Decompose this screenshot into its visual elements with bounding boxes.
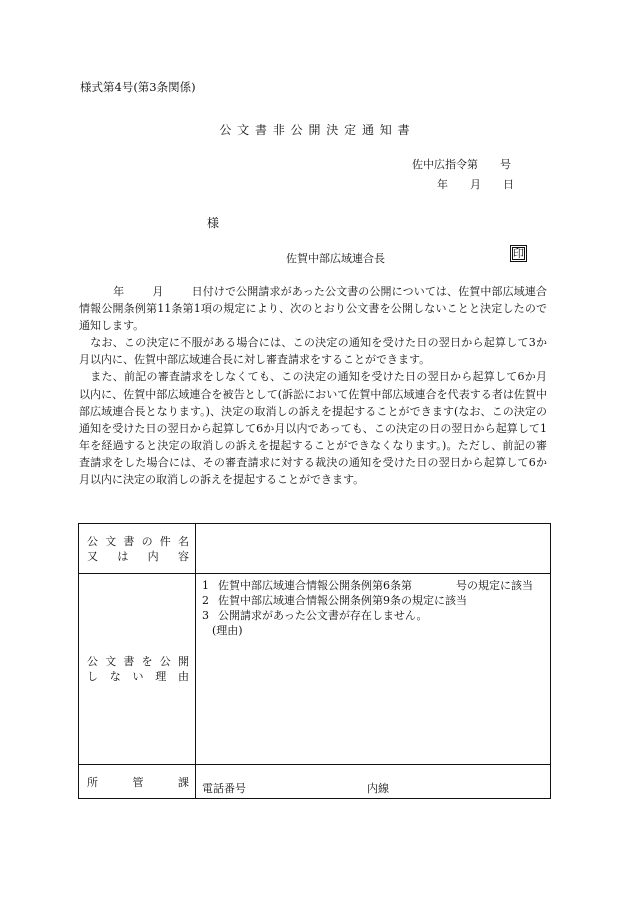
department-label-cell [79, 765, 196, 799]
subject-label-cell [79, 524, 196, 574]
seal-mark: 印 [510, 245, 527, 262]
subject-label-line1: 公 文 書 の 件 名 [87, 534, 189, 548]
appeal-text: なお、この決定に不服がある場合には、この決定の通知を受けた日の翌日から起算して3か月以内に、佐賀中部広域連合長に対し審査請求をすることができます。 [79, 336, 548, 367]
phone-number-label: 電話番号 [202, 782, 246, 795]
reason-item-3: 3 公開請求があった公文書が存在しません。 [202, 609, 428, 622]
appeal-paragraph [79, 334, 547, 368]
decision-paragraph [79, 283, 547, 334]
decision-text: 日付けで公開請求があった公文書の公開については、佐賀中部広域連合情報公開条例第11条第1項の規定により、次のとおり公文書を公開しないことと決定したので通知します。 [79, 285, 548, 333]
reason-note: (理由) [212, 624, 243, 637]
lawsuit-text: また、前記の審査請求をしなくても、この決定の通知を受けた日の翌日から起算して6か月以内に、佐賀中部広域連合を被告として(訴訟において佐賀中部広域連合を代表する者は佐賀中部広域連合長となります。)、決定の取消しの訴えを提起することができます(なお、この決定の通知を受けた日の翌日から起算して6か月以内であっても、この決定の日の翌日から起算して1年を経過すると決定の取消しの訴えを提起することができなくなります。)。ただし、前記の審査請求をした場合には、その審査請求に対する裁決の通知を受けた日の翌日から起算して6か月以内に決定の取消しの訴えを提起することができます。 [79, 370, 548, 487]
reference-number: 佐中広指令第 号 [412, 158, 511, 171]
issue-date: 年 月 日 [437, 178, 514, 191]
blank-month: 月 [152, 285, 164, 298]
extension-label: 内線 [367, 782, 389, 795]
subject-value-cell [196, 524, 551, 574]
reason-value-cell [196, 574, 551, 765]
subject-row [79, 524, 551, 574]
document-title: 公 文 書 非 公 開 決 定 通 知 書 [219, 123, 411, 137]
reason-label-cell [79, 574, 196, 765]
blank-year: 年 [113, 285, 125, 298]
decision-details-table [78, 523, 551, 799]
issuer-name: 佐賀中部広域連合長 [286, 252, 385, 265]
lawsuit-paragraph [79, 368, 547, 488]
addressee-honorific: 様 [207, 216, 220, 230]
reason-label-line2: し な い 理 由 [87, 670, 189, 683]
department-row [79, 765, 551, 799]
reason-label-line1: 公 文 書 を 公 開 [87, 655, 189, 668]
reason-row [79, 574, 551, 765]
department-label: 所 管 課 [87, 776, 189, 789]
reason-item-1: 1 佐賀中部広域連合情報公開条例第6条第 号の規定に該当 [202, 579, 533, 592]
notice-body [79, 283, 547, 488]
reason-item-2: 2 佐賀中部広域連合情報公開条例第9条の規定に該当 [202, 594, 467, 607]
subject-label-line2: 又 は 内 容 [87, 549, 189, 563]
form-number: 様式第4号(第3条関係) [80, 80, 196, 94]
department-value-cell [196, 765, 551, 799]
